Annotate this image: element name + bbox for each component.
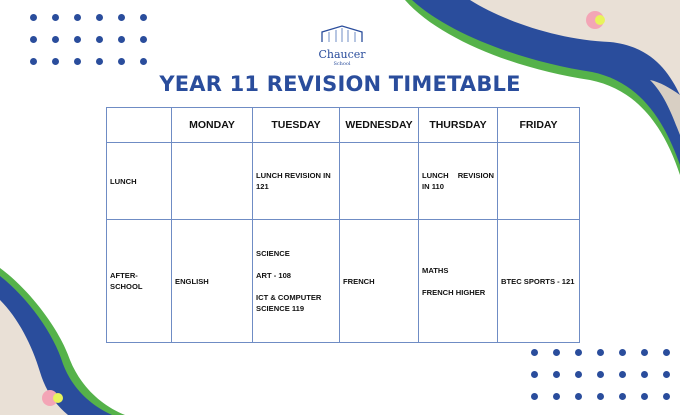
header-friday: FRIDAY	[498, 108, 580, 143]
dot	[30, 14, 37, 21]
dot	[531, 371, 538, 378]
lunch-friday	[498, 143, 580, 220]
dot	[641, 349, 648, 356]
tuesday-session: ICT & COMPUTER SCIENCE 119	[256, 293, 322, 313]
lunch-row	[107, 143, 580, 220]
lunch-thursday: LUNCH REVISION IN 110	[419, 143, 498, 220]
after-school-friday: BTEC SPORTS - 121	[498, 220, 580, 343]
dot	[96, 36, 103, 43]
dot	[140, 58, 147, 65]
dot	[96, 58, 103, 65]
dot	[575, 371, 582, 378]
dot	[118, 58, 125, 65]
after-school-row	[107, 220, 580, 343]
dot	[553, 393, 560, 400]
header-monday: MONDAY	[172, 108, 253, 143]
dot	[531, 393, 538, 400]
dot	[140, 14, 147, 21]
dot	[74, 14, 81, 21]
dot	[575, 349, 582, 356]
header-thursday: THURSDAY	[419, 108, 498, 143]
dot	[575, 393, 582, 400]
logo-subtitle: School	[333, 61, 351, 67]
logo-name: Chaucer	[318, 48, 366, 61]
dot	[52, 14, 59, 21]
header-tuesday: TUESDAY	[253, 108, 340, 143]
dot	[74, 58, 81, 65]
dot	[597, 371, 604, 378]
dot	[663, 371, 670, 378]
dot	[118, 14, 125, 21]
dot	[74, 36, 81, 43]
dot	[30, 58, 37, 65]
thursday-session: FRENCH HIGHER	[422, 287, 486, 297]
school-building-icon	[320, 24, 364, 44]
dot	[619, 349, 626, 356]
after-school-wednesday: FRENCH	[340, 220, 419, 343]
after-school-label: AFTER-SCHOOL	[107, 220, 172, 343]
dot	[52, 36, 59, 43]
lunch-tuesday: LUNCH REVISION IN 121	[253, 143, 340, 220]
dot	[597, 349, 604, 356]
dot	[30, 36, 37, 43]
dot-grid-bottom-right	[531, 349, 680, 415]
dot-grid-top-left	[30, 14, 162, 80]
dot	[663, 349, 670, 356]
dot	[140, 36, 147, 43]
lunch-label: LUNCH	[107, 143, 172, 220]
dot	[597, 393, 604, 400]
dot	[118, 36, 125, 43]
dot	[619, 371, 626, 378]
dot	[663, 393, 670, 400]
lunch-monday	[172, 143, 253, 220]
dot	[641, 393, 648, 400]
header-corner	[107, 108, 172, 143]
after-school-tuesday	[253, 220, 340, 343]
dot	[553, 349, 560, 356]
page-title: YEAR 11 REVISION TIMETABLE	[159, 72, 521, 96]
dot	[52, 58, 59, 65]
dot	[641, 371, 648, 378]
dot	[553, 371, 560, 378]
thursday-session: MATHS	[422, 265, 449, 275]
tuesday-session: ART - 108	[256, 271, 292, 280]
header-row	[107, 108, 580, 143]
lunch-wednesday	[340, 143, 419, 220]
dot	[96, 14, 103, 21]
after-school-monday: ENGLISH	[172, 220, 253, 343]
revision-timetable	[106, 107, 580, 343]
school-logo	[312, 24, 372, 67]
header-wednesday: WEDNESDAY	[340, 108, 419, 143]
tuesday-session: SCIENCE	[256, 249, 290, 258]
after-school-thursday	[419, 220, 498, 343]
dot	[619, 393, 626, 400]
dot	[531, 349, 538, 356]
